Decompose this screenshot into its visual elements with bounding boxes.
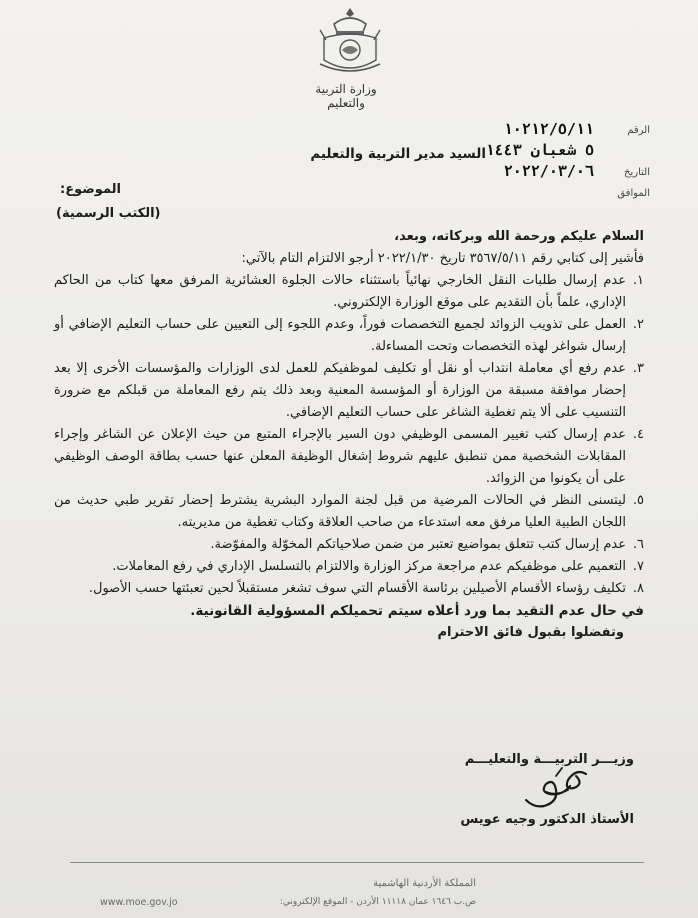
item-number: ٢.	[632, 317, 644, 332]
list-item	[54, 358, 644, 424]
item-text: تكليف رؤساء الأقسام الأصيلين برئاسة الأقسام التي سوف تشغر مستقبلاً لحين تعبئتها حسب الأصول.	[88, 581, 626, 596]
item-number: ٤.	[632, 427, 644, 442]
footer-country: المملكة الأردنية الهاشمية	[373, 878, 476, 889]
item-number: ١.	[632, 273, 644, 288]
reference-number: ١٠٢١٢/٥/١١	[503, 120, 594, 138]
date-row	[465, 162, 650, 183]
royal-crown-emblem-icon	[312, 4, 388, 80]
item-text: عدم إرسال كتب تغيير المسمى الوظيفي دون السير بالإجراء المتبع من حيث الإعلان عن الشاغر وإجراء المقابلات الشخصية ممن تنطبق عليهم شروط إشغال الوظيفة المعلن عنها حسب بطاقة الوصف الوظيفي على أن يكونوا من الزوائد.	[54, 427, 626, 486]
reference-label: الرقم	[627, 125, 650, 136]
footer-website-link[interactable]: www.moe.gov.jo	[100, 897, 178, 908]
date-label: التاريخ	[624, 167, 650, 178]
list-item	[54, 314, 644, 358]
legal-warning: في حال عدم التقيد بما ورد أعلاه سيتم تحميلكم المسؤولية القانونية.	[190, 603, 644, 619]
footer-divider	[70, 862, 644, 863]
reference-block	[465, 120, 650, 204]
list-item	[54, 534, 644, 556]
list-item	[54, 270, 644, 314]
reference-row	[465, 120, 650, 141]
hijri-date: ٥ شعبان ١٤٤٣	[485, 141, 594, 159]
item-text: عدم إرسال كتب تتعلق بمواضيع تعتبر من ضمن صلاحياتكم المخوّلة والمفوّضة.	[210, 537, 626, 552]
ministry-logo-text: وزارة التربية والتعليم	[315, 82, 377, 110]
hijri-date-row	[465, 141, 650, 162]
list-item	[54, 490, 644, 534]
item-text: العمل على تذويب الزوائد لجميع التخصصات فوراً، وعدم اللجوء إلى التعيين على حساب التعليم الإضافي أو إرسال شواغر لهذه التخصصات وتحت المساءلة.	[54, 317, 626, 354]
intro-paragraph: فأشير إلى كتابي رقم ٣٥٦٧/٥/١١ تاريخ ٢٠٢٢/١/٣٠ أرجو الالتزام التام بالآتي:	[241, 251, 644, 266]
subject-label: الموضوع:	[60, 182, 121, 197]
list-item	[54, 556, 644, 578]
handwritten-signature-icon	[516, 762, 596, 812]
list-item	[54, 578, 644, 600]
addressee: السيد مدير التربية والتعليم	[310, 146, 486, 162]
item-number: ٥.	[632, 493, 644, 508]
gregorian-date: ٢٠٢٢/٠٣/٠٦	[503, 162, 594, 180]
item-text: ليتسنى النظر في الحالات المرضية من قبل لجنة الموارد البشرية يشترط إحضار تقرير طبي حديث من اللجان الطبية العليا مرفق معه استدعاء من صاحب العلاقة وكتاب تغطية من مديريته.	[54, 493, 626, 530]
corresponding-label: الموافق	[617, 188, 650, 199]
item-text: التعميم على موظفيكم عدم مراجعة مركز الوزارة والالتزام بالتسلسل الإداري في رفع المعاملات.	[112, 559, 626, 574]
corresponding-row	[465, 183, 650, 204]
greeting: السلام عليكم ورحمة الله وبركاته، وبعد،	[394, 229, 644, 244]
item-number: ٧.	[632, 559, 644, 574]
footer-address: ص.ب ١٦٤٦ عمان ١١١١٨ الأردن - الموقع الإلكتروني:	[279, 897, 476, 907]
item-text: عدم إرسال طلبات النقل الخارجي نهائياً باستثناء حالات الجلوة العشائرية المرفق معها كتاب من الحاكم الإداري، علماً بأن التقديم على موقع الوزارة الإلكتروني.	[54, 273, 626, 310]
letter-body	[54, 226, 644, 644]
item-number: ٦.	[632, 537, 644, 552]
subject-value: (الكتب الرسمية)	[56, 206, 161, 221]
closing-line: وتفضلوا بقبول فائق الاحترام	[437, 625, 624, 640]
minister-name: الأستاذ الدكتور وجيه عويس	[460, 812, 634, 827]
minister-title: وزيـــر التربيـــة والتعليـــم	[464, 752, 634, 767]
item-number: ٣.	[632, 361, 644, 376]
item-text: عدم رفع أي معاملة انتداب أو نقل أو تكليف لموظفيكم للعمل لدى الوزارات والمؤسسات الأخرى إلا بعد إحضار موافقة مسبقة من الوزارة أو المؤسسة المعنية وبعد ذلك يتم رفع المعاملة من قبلكم مع ضرورة التنسيب على ألا يتم تغطية الشاغر على حساب التعليم الإضافي.	[54, 361, 626, 420]
list-item	[54, 424, 644, 490]
item-number: ٨.	[632, 581, 644, 596]
